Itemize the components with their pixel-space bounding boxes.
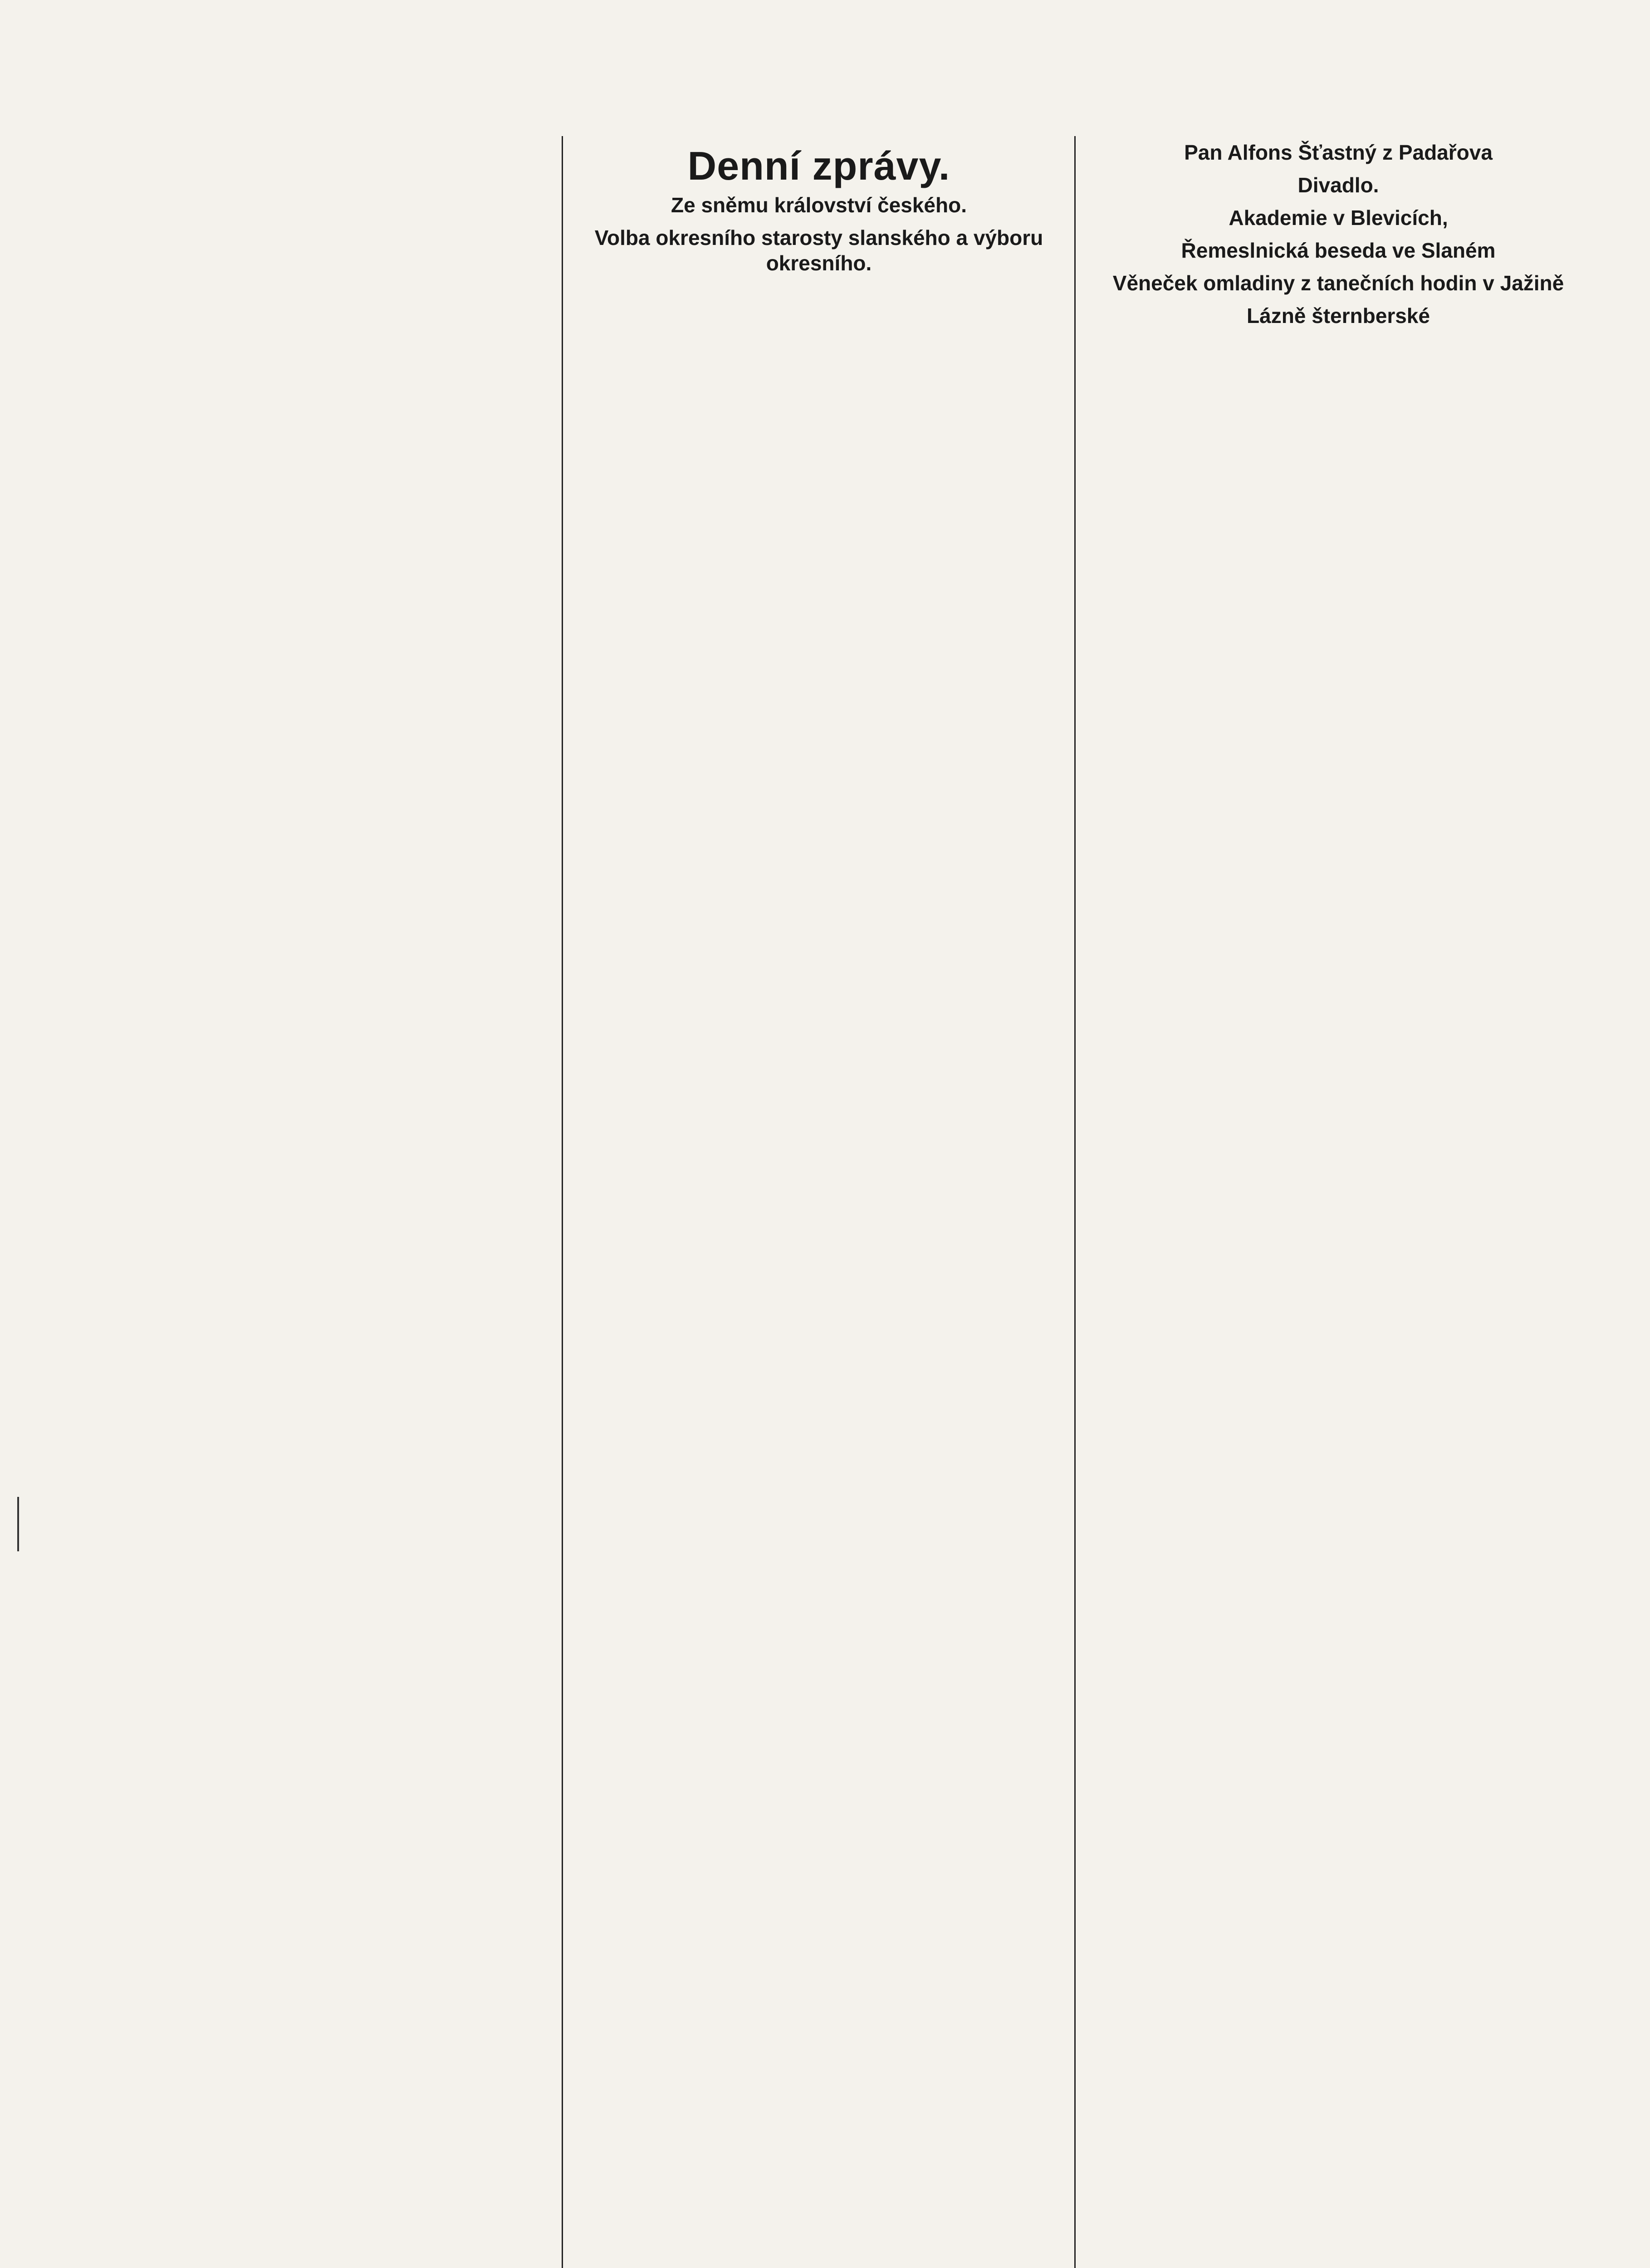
margin-mark xyxy=(17,1497,19,1551)
newspaper-page xyxy=(68,136,1583,2268)
article-heading: Akademie v Blevicích, xyxy=(1229,206,1448,230)
column-3 xyxy=(1093,136,1583,2268)
article-heading: Volba okresního starosty slanského a výboru okresního. xyxy=(594,226,1043,275)
column-1 xyxy=(68,136,544,2268)
article-heading: Pan Alfons Šťastný z Padařova xyxy=(1184,141,1493,164)
article-heading: Ze sněmu království českého. xyxy=(671,193,967,217)
column-rule xyxy=(562,136,563,2268)
article-heading: Lázně šternberské xyxy=(1247,304,1430,327)
article-heading: Divadlo. xyxy=(1297,173,1379,197)
section-title: Denní zprávy. xyxy=(687,143,950,188)
article-heading: Věneček omladiny z tanečních hodin v Jažině xyxy=(1112,271,1564,295)
article-heading: Řemeslnická beseda ve Slaném xyxy=(1181,239,1496,262)
column-2 xyxy=(581,136,1057,2268)
column-rule xyxy=(1074,136,1076,2268)
